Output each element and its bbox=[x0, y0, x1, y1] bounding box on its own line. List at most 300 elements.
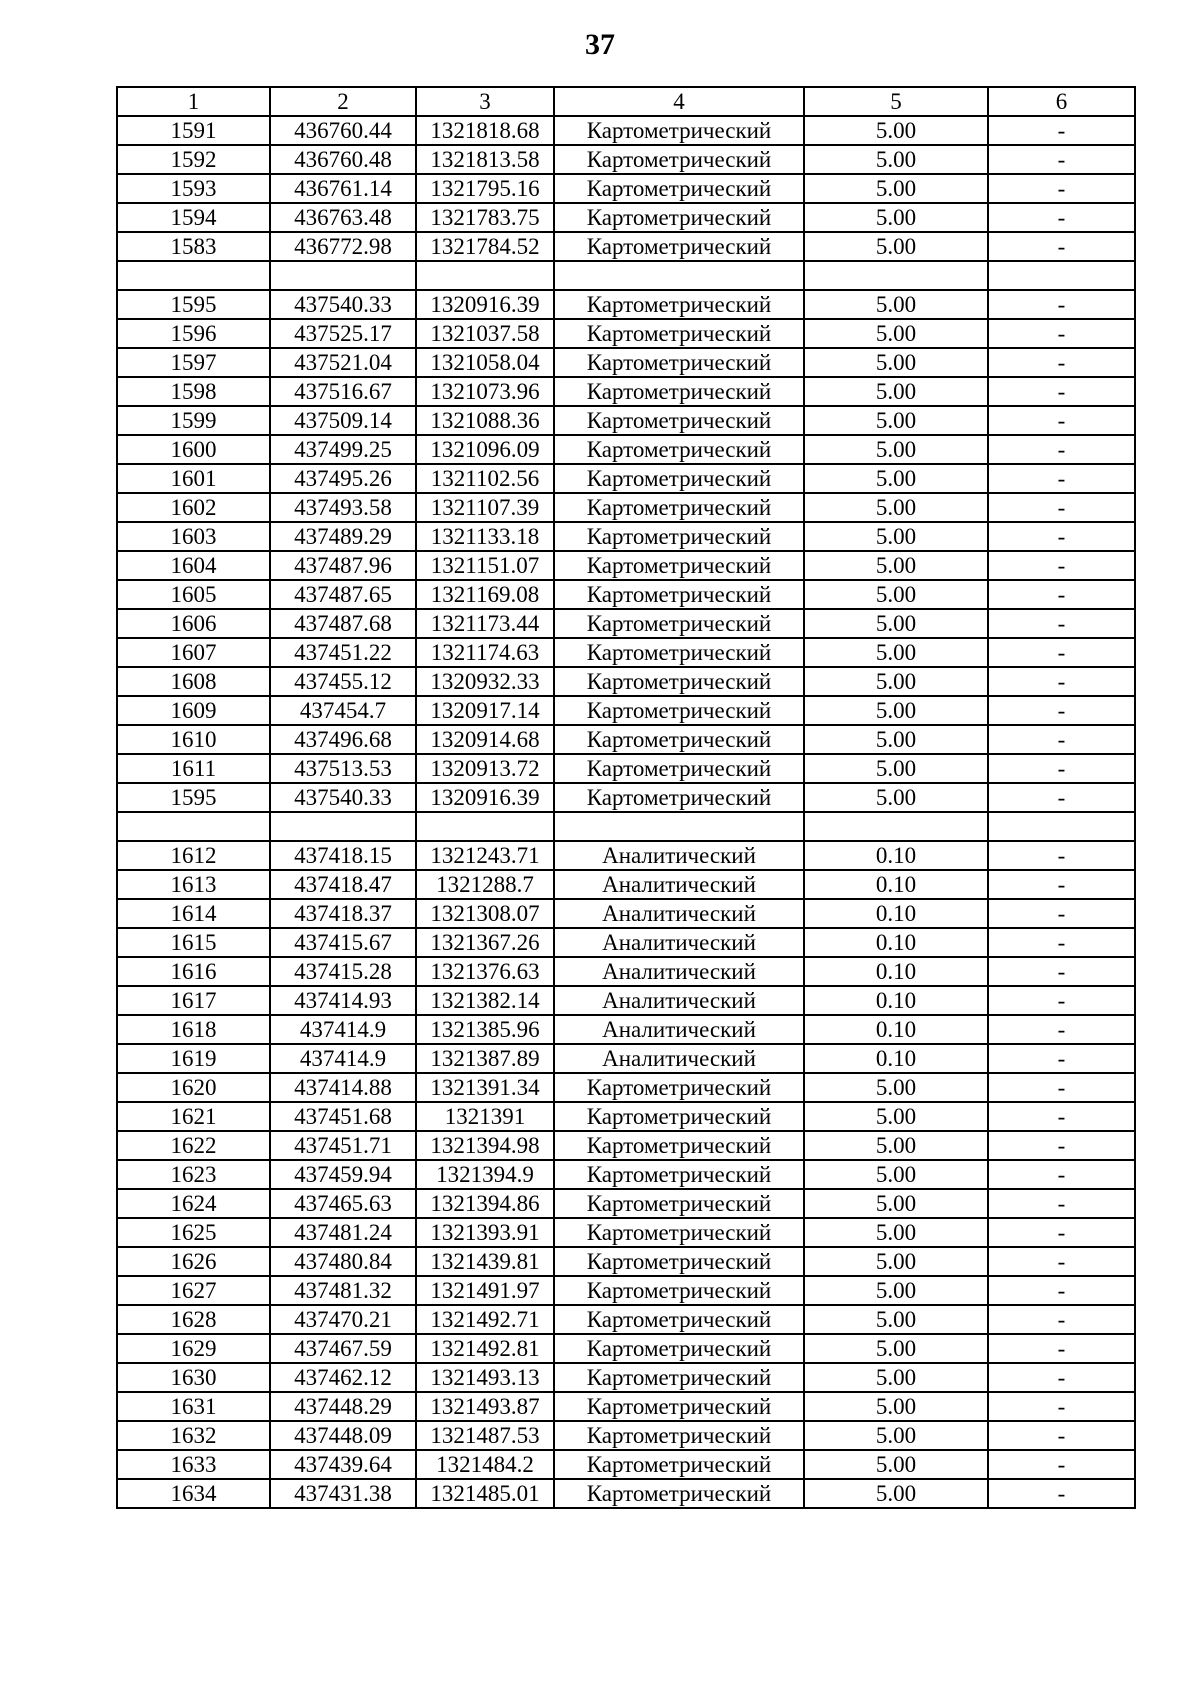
y-coordinate-cell: 1321784.52 bbox=[416, 232, 554, 261]
method-cell bbox=[554, 261, 804, 290]
point-number-cell: 1583 bbox=[117, 232, 270, 261]
note-cell: - bbox=[988, 1044, 1135, 1073]
method-cell: Картометрический bbox=[554, 1392, 804, 1421]
accuracy-cell: 0.10 bbox=[804, 1044, 988, 1073]
x-coordinate-cell: 437431.38 bbox=[270, 1479, 416, 1508]
note-cell: - bbox=[988, 1392, 1135, 1421]
x-coordinate-cell bbox=[270, 812, 416, 841]
y-coordinate-cell: 1321096.09 bbox=[416, 435, 554, 464]
x-coordinate-cell: 436761.14 bbox=[270, 174, 416, 203]
method-cell: Аналитический bbox=[554, 870, 804, 899]
table-row bbox=[117, 667, 1135, 696]
x-coordinate-cell: 437448.09 bbox=[270, 1421, 416, 1450]
y-coordinate-cell: 1320932.33 bbox=[416, 667, 554, 696]
table-row bbox=[117, 870, 1135, 899]
x-coordinate-cell: 437489.29 bbox=[270, 522, 416, 551]
accuracy-cell: 5.00 bbox=[804, 1102, 988, 1131]
point-number-cell: 1607 bbox=[117, 638, 270, 667]
y-coordinate-cell: 1321491.97 bbox=[416, 1276, 554, 1305]
x-coordinate-cell: 437521.04 bbox=[270, 348, 416, 377]
note-cell: - bbox=[988, 1189, 1135, 1218]
method-cell: Картометрический bbox=[554, 290, 804, 319]
y-coordinate-cell: 1321288.7 bbox=[416, 870, 554, 899]
accuracy-cell: 5.00 bbox=[804, 493, 988, 522]
accuracy-cell: 5.00 bbox=[804, 1421, 988, 1450]
method-cell: Картометрический bbox=[554, 1450, 804, 1479]
accuracy-cell: 0.10 bbox=[804, 928, 988, 957]
separator-row bbox=[117, 812, 1135, 841]
note-cell: - bbox=[988, 377, 1135, 406]
table-row bbox=[117, 348, 1135, 377]
note-cell: - bbox=[988, 522, 1135, 551]
x-coordinate-cell: 437513.53 bbox=[270, 754, 416, 783]
note-cell: - bbox=[988, 1276, 1135, 1305]
accuracy-cell: 5.00 bbox=[804, 1073, 988, 1102]
point-number-cell: 1591 bbox=[117, 116, 270, 145]
note-cell: - bbox=[988, 899, 1135, 928]
x-coordinate-cell: 437414.9 bbox=[270, 1044, 416, 1073]
x-coordinate-cell: 437525.17 bbox=[270, 319, 416, 348]
accuracy-cell: 5.00 bbox=[804, 580, 988, 609]
method-cell: Картометрический bbox=[554, 348, 804, 377]
point-number-cell: 1627 bbox=[117, 1276, 270, 1305]
accuracy-cell: 5.00 bbox=[804, 667, 988, 696]
x-coordinate-cell: 436760.44 bbox=[270, 116, 416, 145]
header-cell: 4 bbox=[554, 87, 804, 116]
note-cell: - bbox=[988, 725, 1135, 754]
y-coordinate-cell: 1320913.72 bbox=[416, 754, 554, 783]
y-coordinate-cell: 1321382.14 bbox=[416, 986, 554, 1015]
method-cell: Картометрический bbox=[554, 1276, 804, 1305]
table-row bbox=[117, 435, 1135, 464]
table-row bbox=[117, 1073, 1135, 1102]
y-coordinate-cell: 1321487.53 bbox=[416, 1421, 554, 1450]
y-coordinate-cell: 1321387.89 bbox=[416, 1044, 554, 1073]
method-cell: Картометрический bbox=[554, 145, 804, 174]
point-number-cell: 1628 bbox=[117, 1305, 270, 1334]
method-cell: Аналитический bbox=[554, 928, 804, 957]
method-cell: Картометрический bbox=[554, 580, 804, 609]
note-cell: - bbox=[988, 406, 1135, 435]
table-row bbox=[117, 1392, 1135, 1421]
accuracy-cell: 5.00 bbox=[804, 464, 988, 493]
accuracy-cell: 5.00 bbox=[804, 696, 988, 725]
accuracy-cell: 5.00 bbox=[804, 551, 988, 580]
note-cell: - bbox=[988, 464, 1135, 493]
method-cell: Картометрический bbox=[554, 783, 804, 812]
x-coordinate-cell: 437418.47 bbox=[270, 870, 416, 899]
method-cell: Аналитический bbox=[554, 1044, 804, 1073]
point-number-cell: 1633 bbox=[117, 1450, 270, 1479]
table-row bbox=[117, 1247, 1135, 1276]
table-row bbox=[117, 1044, 1135, 1073]
coordinates-table bbox=[116, 86, 1136, 1509]
note-cell: - bbox=[988, 174, 1135, 203]
accuracy-cell: 0.10 bbox=[804, 1015, 988, 1044]
note-cell: - bbox=[988, 1218, 1135, 1247]
method-cell: Картометрический bbox=[554, 667, 804, 696]
x-coordinate-cell: 437418.37 bbox=[270, 899, 416, 928]
x-coordinate-cell: 437448.29 bbox=[270, 1392, 416, 1421]
point-number-cell: 1632 bbox=[117, 1421, 270, 1450]
point-number-cell bbox=[117, 812, 270, 841]
method-cell: Картометрический bbox=[554, 1305, 804, 1334]
point-number-cell: 1598 bbox=[117, 377, 270, 406]
note-cell: - bbox=[988, 986, 1135, 1015]
accuracy-cell: 5.00 bbox=[804, 1392, 988, 1421]
page-number: 37 bbox=[585, 28, 615, 61]
method-cell: Картометрический bbox=[554, 522, 804, 551]
note-cell: - bbox=[988, 841, 1135, 870]
method-cell: Картометрический bbox=[554, 725, 804, 754]
table-row bbox=[117, 406, 1135, 435]
method-cell: Картометрический bbox=[554, 232, 804, 261]
y-coordinate-cell: 1321492.81 bbox=[416, 1334, 554, 1363]
y-coordinate-cell bbox=[416, 812, 554, 841]
y-coordinate-cell: 1321484.2 bbox=[416, 1450, 554, 1479]
table-body bbox=[117, 87, 1135, 1508]
y-coordinate-cell: 1321037.58 bbox=[416, 319, 554, 348]
table-row bbox=[117, 1363, 1135, 1392]
method-cell: Картометрический bbox=[554, 493, 804, 522]
method-cell: Картометрический bbox=[554, 319, 804, 348]
accuracy-cell: 5.00 bbox=[804, 319, 988, 348]
accuracy-cell: 5.00 bbox=[804, 1305, 988, 1334]
x-coordinate-cell: 437493.58 bbox=[270, 493, 416, 522]
method-cell: Картометрический bbox=[554, 377, 804, 406]
table-row bbox=[117, 841, 1135, 870]
x-coordinate-cell: 437509.14 bbox=[270, 406, 416, 435]
table-row bbox=[117, 1189, 1135, 1218]
y-coordinate-cell: 1321308.07 bbox=[416, 899, 554, 928]
point-number-cell: 1616 bbox=[117, 957, 270, 986]
point-number-cell: 1624 bbox=[117, 1189, 270, 1218]
header-cell: 5 bbox=[804, 87, 988, 116]
method-cell: Аналитический bbox=[554, 1015, 804, 1044]
accuracy-cell: 5.00 bbox=[804, 232, 988, 261]
y-coordinate-cell: 1321818.68 bbox=[416, 116, 554, 145]
y-coordinate-cell: 1321485.01 bbox=[416, 1479, 554, 1508]
accuracy-cell: 5.00 bbox=[804, 522, 988, 551]
accuracy-cell: 5.00 bbox=[804, 145, 988, 174]
table-row bbox=[117, 464, 1135, 493]
point-number-cell: 1608 bbox=[117, 667, 270, 696]
table-row bbox=[117, 522, 1135, 551]
method-cell: Картометрический bbox=[554, 696, 804, 725]
method-cell: Картометрический bbox=[554, 1334, 804, 1363]
y-coordinate-cell: 1321391 bbox=[416, 1102, 554, 1131]
table-row bbox=[117, 609, 1135, 638]
accuracy-cell: 5.00 bbox=[804, 1131, 988, 1160]
point-number-cell: 1622 bbox=[117, 1131, 270, 1160]
point-number-cell: 1592 bbox=[117, 145, 270, 174]
method-cell: Аналитический bbox=[554, 986, 804, 1015]
x-coordinate-cell: 437470.21 bbox=[270, 1305, 416, 1334]
point-number-cell: 1631 bbox=[117, 1392, 270, 1421]
y-coordinate-cell: 1321795.16 bbox=[416, 174, 554, 203]
note-cell: - bbox=[988, 116, 1135, 145]
note-cell: - bbox=[988, 435, 1135, 464]
y-coordinate-cell: 1321073.96 bbox=[416, 377, 554, 406]
point-number-cell: 1595 bbox=[117, 290, 270, 319]
accuracy-cell: 5.00 bbox=[804, 377, 988, 406]
point-number-cell: 1618 bbox=[117, 1015, 270, 1044]
point-number-cell: 1603 bbox=[117, 522, 270, 551]
x-coordinate-cell: 437439.64 bbox=[270, 1450, 416, 1479]
note-cell: - bbox=[988, 928, 1135, 957]
method-cell: Картометрический bbox=[554, 1160, 804, 1189]
method-cell: Аналитический bbox=[554, 899, 804, 928]
table-row bbox=[117, 754, 1135, 783]
y-coordinate-cell: 1321493.87 bbox=[416, 1392, 554, 1421]
point-number-cell: 1605 bbox=[117, 580, 270, 609]
note-cell: - bbox=[988, 1073, 1135, 1102]
note-cell: - bbox=[988, 957, 1135, 986]
y-coordinate-cell: 1321173.44 bbox=[416, 609, 554, 638]
table-row bbox=[117, 232, 1135, 261]
method-cell: Картометрический bbox=[554, 609, 804, 638]
method-cell: Картометрический bbox=[554, 406, 804, 435]
method-cell: Картометрический bbox=[554, 435, 804, 464]
x-coordinate-cell: 437516.67 bbox=[270, 377, 416, 406]
accuracy-cell: 5.00 bbox=[804, 1450, 988, 1479]
accuracy-cell: 0.10 bbox=[804, 841, 988, 870]
note-cell: - bbox=[988, 1450, 1135, 1479]
point-number-cell: 1602 bbox=[117, 493, 270, 522]
accuracy-cell: 5.00 bbox=[804, 638, 988, 667]
x-coordinate-cell: 436760.48 bbox=[270, 145, 416, 174]
point-number-cell: 1629 bbox=[117, 1334, 270, 1363]
table-row bbox=[117, 1334, 1135, 1363]
y-coordinate-cell: 1321391.34 bbox=[416, 1073, 554, 1102]
accuracy-cell: 5.00 bbox=[804, 116, 988, 145]
x-coordinate-cell: 437414.93 bbox=[270, 986, 416, 1015]
method-cell: Картометрический bbox=[554, 203, 804, 232]
point-number-cell: 1610 bbox=[117, 725, 270, 754]
y-coordinate-cell: 1320916.39 bbox=[416, 783, 554, 812]
point-number-cell: 1623 bbox=[117, 1160, 270, 1189]
y-coordinate-cell: 1321394.86 bbox=[416, 1189, 554, 1218]
note-cell: - bbox=[988, 1160, 1135, 1189]
y-coordinate-cell: 1320916.39 bbox=[416, 290, 554, 319]
accuracy-cell: 0.10 bbox=[804, 986, 988, 1015]
method-cell bbox=[554, 812, 804, 841]
method-cell: Аналитический bbox=[554, 957, 804, 986]
x-coordinate-cell: 437495.26 bbox=[270, 464, 416, 493]
x-coordinate-cell: 437418.15 bbox=[270, 841, 416, 870]
method-cell: Аналитический bbox=[554, 841, 804, 870]
table-row bbox=[117, 493, 1135, 522]
x-coordinate-cell: 436772.98 bbox=[270, 232, 416, 261]
point-number-cell: 1611 bbox=[117, 754, 270, 783]
x-coordinate-cell: 437454.7 bbox=[270, 696, 416, 725]
y-coordinate-cell: 1321169.08 bbox=[416, 580, 554, 609]
table-row bbox=[117, 145, 1135, 174]
point-number-cell: 1606 bbox=[117, 609, 270, 638]
point-number-cell: 1594 bbox=[117, 203, 270, 232]
y-coordinate-cell: 1321107.39 bbox=[416, 493, 554, 522]
accuracy-cell: 5.00 bbox=[804, 1160, 988, 1189]
point-number-cell: 1634 bbox=[117, 1479, 270, 1508]
accuracy-cell: 0.10 bbox=[804, 957, 988, 986]
method-cell: Картометрический bbox=[554, 464, 804, 493]
accuracy-cell: 5.00 bbox=[804, 348, 988, 377]
note-cell: - bbox=[988, 754, 1135, 783]
table-row bbox=[117, 1276, 1135, 1305]
y-coordinate-cell: 1321133.18 bbox=[416, 522, 554, 551]
y-coordinate-cell: 1321493.13 bbox=[416, 1363, 554, 1392]
point-number-cell: 1621 bbox=[117, 1102, 270, 1131]
point-number-cell: 1613 bbox=[117, 870, 270, 899]
table-row bbox=[117, 783, 1135, 812]
accuracy-cell: 5.00 bbox=[804, 1247, 988, 1276]
note-cell: - bbox=[988, 638, 1135, 667]
y-coordinate-cell: 1321813.58 bbox=[416, 145, 554, 174]
table-row bbox=[117, 725, 1135, 754]
accuracy-cell: 5.00 bbox=[804, 406, 988, 435]
x-coordinate-cell: 437540.33 bbox=[270, 783, 416, 812]
y-coordinate-cell: 1320914.68 bbox=[416, 725, 554, 754]
table-row bbox=[117, 696, 1135, 725]
table-row bbox=[117, 1131, 1135, 1160]
accuracy-cell bbox=[804, 812, 988, 841]
method-cell: Картометрический bbox=[554, 1189, 804, 1218]
accuracy-cell: 5.00 bbox=[804, 174, 988, 203]
x-coordinate-cell: 437540.33 bbox=[270, 290, 416, 319]
note-cell bbox=[988, 261, 1135, 290]
point-number-cell: 1599 bbox=[117, 406, 270, 435]
x-coordinate-cell: 437487.65 bbox=[270, 580, 416, 609]
y-coordinate-cell: 1321376.63 bbox=[416, 957, 554, 986]
table-row bbox=[117, 377, 1135, 406]
method-cell: Картометрический bbox=[554, 1421, 804, 1450]
x-coordinate-cell: 437462.12 bbox=[270, 1363, 416, 1392]
accuracy-cell: 5.00 bbox=[804, 1189, 988, 1218]
x-coordinate-cell: 437467.59 bbox=[270, 1334, 416, 1363]
note-cell: - bbox=[988, 696, 1135, 725]
y-coordinate-cell: 1321783.75 bbox=[416, 203, 554, 232]
table-row bbox=[117, 1450, 1135, 1479]
accuracy-cell: 5.00 bbox=[804, 725, 988, 754]
point-number-cell: 1612 bbox=[117, 841, 270, 870]
note-cell: - bbox=[988, 870, 1135, 899]
x-coordinate-cell: 437451.22 bbox=[270, 638, 416, 667]
header-cell: 3 bbox=[416, 87, 554, 116]
x-coordinate-cell: 437414.88 bbox=[270, 1073, 416, 1102]
accuracy-cell: 5.00 bbox=[804, 754, 988, 783]
point-number-cell: 1614 bbox=[117, 899, 270, 928]
note-cell: - bbox=[988, 667, 1135, 696]
x-coordinate-cell: 437481.32 bbox=[270, 1276, 416, 1305]
y-coordinate-cell: 1321394.98 bbox=[416, 1131, 554, 1160]
y-coordinate-cell: 1321151.07 bbox=[416, 551, 554, 580]
accuracy-cell: 5.00 bbox=[804, 1479, 988, 1508]
table-row bbox=[117, 319, 1135, 348]
accuracy-cell: 5.00 bbox=[804, 435, 988, 464]
table-row bbox=[117, 1421, 1135, 1450]
x-coordinate-cell bbox=[270, 261, 416, 290]
y-coordinate-cell: 1321385.96 bbox=[416, 1015, 554, 1044]
note-cell: - bbox=[988, 580, 1135, 609]
table-row bbox=[117, 638, 1135, 667]
x-coordinate-cell: 437481.24 bbox=[270, 1218, 416, 1247]
note-cell: - bbox=[988, 348, 1135, 377]
x-coordinate-cell: 437451.71 bbox=[270, 1131, 416, 1160]
method-cell: Картометрический bbox=[554, 1131, 804, 1160]
y-coordinate-cell: 1321367.26 bbox=[416, 928, 554, 957]
accuracy-cell: 5.00 bbox=[804, 1334, 988, 1363]
accuracy-cell: 5.00 bbox=[804, 1218, 988, 1247]
note-cell: - bbox=[988, 1334, 1135, 1363]
header-cell: 6 bbox=[988, 87, 1135, 116]
method-cell: Картометрический bbox=[554, 754, 804, 783]
note-cell: - bbox=[988, 783, 1135, 812]
y-coordinate-cell: 1321393.91 bbox=[416, 1218, 554, 1247]
x-coordinate-cell: 437459.94 bbox=[270, 1160, 416, 1189]
accuracy-cell: 5.00 bbox=[804, 609, 988, 638]
accuracy-cell: 5.00 bbox=[804, 290, 988, 319]
method-cell: Картометрический bbox=[554, 174, 804, 203]
accuracy-cell: 0.10 bbox=[804, 899, 988, 928]
method-cell: Картометрический bbox=[554, 1247, 804, 1276]
method-cell: Картометрический bbox=[554, 638, 804, 667]
point-number-cell: 1597 bbox=[117, 348, 270, 377]
table-row bbox=[117, 1479, 1135, 1508]
x-coordinate-cell: 436763.48 bbox=[270, 203, 416, 232]
table-row bbox=[117, 899, 1135, 928]
table-row bbox=[117, 1218, 1135, 1247]
table-row bbox=[117, 174, 1135, 203]
note-cell: - bbox=[988, 551, 1135, 580]
method-cell: Картометрический bbox=[554, 116, 804, 145]
point-number-cell: 1615 bbox=[117, 928, 270, 957]
method-cell: Картометрический bbox=[554, 1218, 804, 1247]
point-number-cell: 1604 bbox=[117, 551, 270, 580]
point-number-cell: 1619 bbox=[117, 1044, 270, 1073]
note-cell: - bbox=[988, 319, 1135, 348]
y-coordinate-cell: 1321439.81 bbox=[416, 1247, 554, 1276]
accuracy-cell: 5.00 bbox=[804, 1276, 988, 1305]
y-coordinate-cell: 1321058.04 bbox=[416, 348, 554, 377]
x-coordinate-cell: 437455.12 bbox=[270, 667, 416, 696]
x-coordinate-cell: 437415.67 bbox=[270, 928, 416, 957]
x-coordinate-cell: 437499.25 bbox=[270, 435, 416, 464]
point-number-cell: 1593 bbox=[117, 174, 270, 203]
note-cell: - bbox=[988, 203, 1135, 232]
table-row bbox=[117, 1015, 1135, 1044]
point-number-cell: 1626 bbox=[117, 1247, 270, 1276]
point-number-cell: 1620 bbox=[117, 1073, 270, 1102]
x-coordinate-cell: 437414.9 bbox=[270, 1015, 416, 1044]
point-number-cell: 1625 bbox=[117, 1218, 270, 1247]
header-row bbox=[117, 87, 1135, 116]
point-number-cell: 1617 bbox=[117, 986, 270, 1015]
point-number-cell: 1609 bbox=[117, 696, 270, 725]
note-cell: - bbox=[988, 609, 1135, 638]
x-coordinate-cell: 437465.63 bbox=[270, 1189, 416, 1218]
y-coordinate-cell: 1321243.71 bbox=[416, 841, 554, 870]
note-cell: - bbox=[988, 290, 1135, 319]
table-row bbox=[117, 1102, 1135, 1131]
separator-row bbox=[117, 261, 1135, 290]
method-cell: Картометрический bbox=[554, 1102, 804, 1131]
accuracy-cell: 0.10 bbox=[804, 870, 988, 899]
accuracy-cell: 5.00 bbox=[804, 203, 988, 232]
table-row bbox=[117, 580, 1135, 609]
y-coordinate-cell: 1321102.56 bbox=[416, 464, 554, 493]
header-cell: 1 bbox=[117, 87, 270, 116]
y-coordinate-cell: 1321492.71 bbox=[416, 1305, 554, 1334]
